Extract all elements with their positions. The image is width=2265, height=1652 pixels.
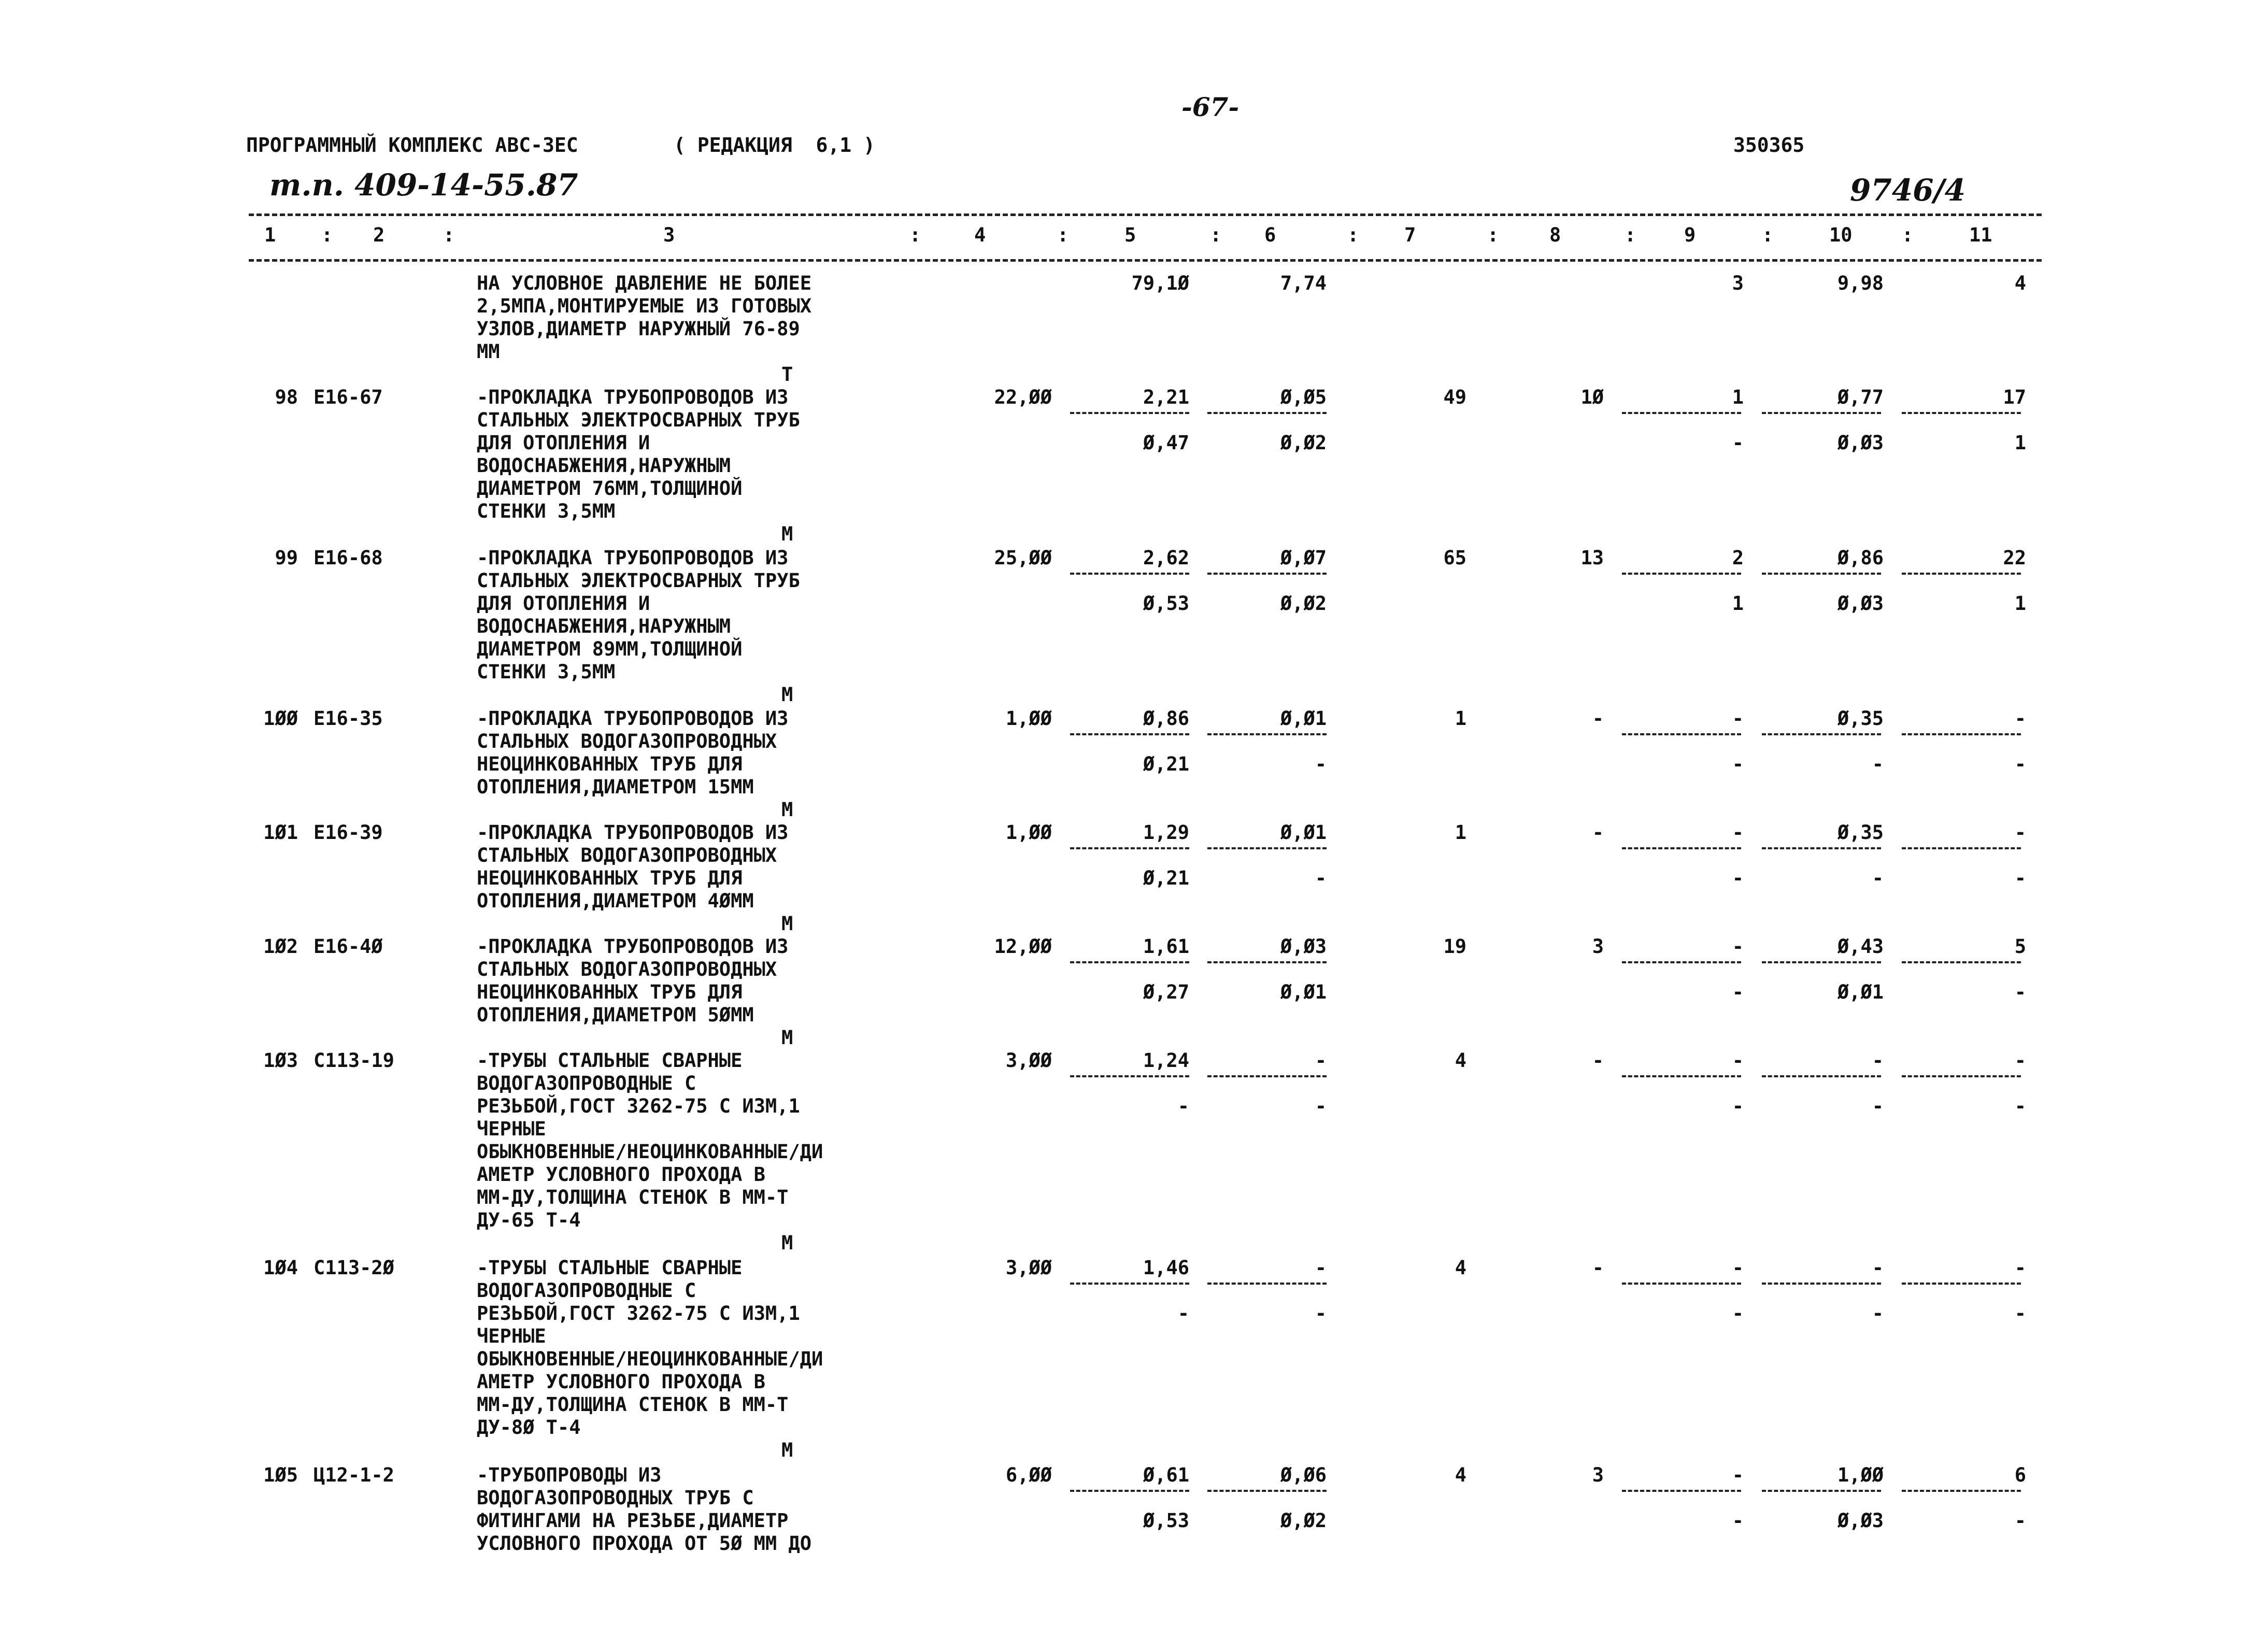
cell-col-11-lower: -	[2014, 867, 2026, 889]
cell-col-9: -	[1732, 935, 1744, 958]
fraction-divider	[1762, 733, 1881, 735]
work-description-line: -ПРОКЛАДКА ТРУБОПРОВОДОВ ИЗ	[477, 547, 789, 569]
row-number: 98	[275, 386, 298, 408]
fraction-divider	[1762, 1283, 1881, 1285]
cell-col-9: 3	[1732, 272, 1744, 294]
cell-col-9: 2	[1732, 547, 1744, 569]
cell-col-6: Ø,Ø3	[1280, 935, 1327, 958]
column-separator: :	[909, 224, 921, 246]
document-code: 350365	[1733, 134, 1805, 156]
cell-col-11-lower: 1	[2014, 432, 2026, 454]
rate-code: Ц12-1-2	[314, 1464, 394, 1486]
sheet-number-handwritten: 9746/4	[1850, 173, 1965, 208]
work-description-line: АМЕТР УСЛОВНОГО ПРОХОДА В	[477, 1163, 765, 1186]
cell-col-9-lower: -	[1732, 1509, 1744, 1532]
work-description-line: АМЕТР УСЛОВНОГО ПРОХОДА В	[477, 1371, 765, 1393]
work-description-line: СТАЛЬНЫХ ЭЛЕКТРОСВАРНЫХ ТРУБ	[477, 409, 800, 431]
unit-of-measure: М	[781, 683, 793, 706]
row-number: 1ØØ	[263, 707, 298, 730]
cell-col-5-lower: Ø,27	[1143, 981, 1189, 1003]
cell-col-6-lower: -	[1315, 1095, 1327, 1117]
fraction-divider	[1207, 847, 1327, 849]
cell-col-7: 4	[1455, 1464, 1466, 1486]
fraction-divider	[1070, 1075, 1189, 1077]
work-description-line: ОТОПЛЕНИЯ,ДИАМЕТРОМ 5ØММ	[477, 1004, 754, 1026]
fraction-divider	[1622, 1283, 1741, 1285]
cell-col-7: 4	[1455, 1049, 1466, 1072]
cell-col-11-lower: -	[2014, 753, 2026, 775]
row-number: 1Ø1	[263, 821, 298, 844]
work-description-line: -ПРОКЛАДКА ТРУБОПРОВОДОВ ИЗ	[477, 386, 789, 408]
work-description-line: ЧЕРНЫЕ	[477, 1118, 546, 1140]
work-description-line: ДИАМЕТРОМ 89ММ,ТОЛЩИНОЙ	[477, 638, 743, 660]
rate-code: Е16-68	[314, 547, 383, 569]
rate-code: Е16-35	[314, 707, 383, 730]
column-header-1: 1	[264, 224, 276, 246]
cell-col-9: -	[1732, 821, 1744, 844]
cell-col-9-lower: -	[1732, 1302, 1744, 1325]
column-separator: :	[1487, 224, 1499, 246]
fraction-divider	[1622, 1490, 1741, 1492]
cell-col-8: -	[1592, 821, 1604, 844]
fraction-divider	[1622, 1075, 1741, 1077]
work-description-line: ДЛЯ ОТОПЛЕНИЯ И	[477, 432, 650, 454]
cell-col-8: -	[1592, 1257, 1604, 1279]
unit-of-measure: М	[781, 913, 793, 935]
cell-col-10-lower: Ø,Ø1	[1837, 981, 1884, 1003]
fraction-divider	[1762, 961, 1881, 963]
column-header-5: 5	[1124, 224, 1136, 246]
rate-code: С113-19	[314, 1049, 394, 1072]
cell-col-11: 17	[2003, 386, 2026, 408]
cell-col-5: 1,29	[1143, 821, 1189, 844]
work-description-line: ВОДОСНАБЖЕНИЯ,НАРУЖНЫМ	[477, 615, 731, 637]
cell-col-11: 4	[2014, 272, 2026, 294]
cell-col-5: 1,61	[1143, 935, 1189, 958]
work-description-line: СТАЛЬНЫХ ВОДОГАЗОПРОВОДНЫХ	[477, 958, 777, 980]
work-description-line: ОБЫКНОВЕННЫЕ/НЕОЦИНКОВАННЫЕ/ДИ	[477, 1141, 823, 1163]
work-description-line: НЕОЦИНКОВАННЫХ ТРУБ ДЛЯ	[477, 753, 743, 775]
work-description-line: ММ-ДУ,ТОЛЩИНА СТЕНОК В ММ-Т	[477, 1393, 789, 1416]
fraction-divider	[1207, 1075, 1327, 1077]
column-separator: :	[443, 224, 455, 246]
cell-col-7: 1	[1455, 821, 1466, 844]
unit-of-measure: М	[781, 1027, 793, 1049]
project-number-handwritten: т.п. 409-14-55.87	[269, 167, 578, 203]
work-description-line: -ПРОКЛАДКА ТРУБОПРОВОДОВ ИЗ	[477, 821, 789, 844]
fraction-divider	[1902, 1490, 2021, 1492]
work-description-line: СТАЛЬНЫХ ВОДОГАЗОПРОВОДНЫХ	[477, 730, 777, 752]
cell-col-6-lower: -	[1315, 1302, 1327, 1325]
column-separator: :	[1625, 224, 1636, 246]
fraction-divider	[1207, 573, 1327, 575]
fraction-divider	[1902, 1283, 2021, 1285]
cell-col-5-lower: Ø,21	[1143, 753, 1189, 775]
cell-col-9-lower: -	[1732, 867, 1744, 889]
cell-col-10-lower: Ø,Ø3	[1837, 1509, 1884, 1532]
fraction-divider	[1902, 573, 2021, 575]
unit-of-measure: М	[781, 799, 793, 821]
fraction-divider	[1762, 573, 1881, 575]
column-separator: :	[1347, 224, 1359, 246]
cell-col-5-lower: Ø,53	[1143, 1509, 1189, 1532]
fraction-divider	[1902, 847, 2021, 849]
cell-col-11: -	[2014, 821, 2026, 844]
cell-col-7: 65	[1443, 547, 1466, 569]
cell-col-10-lower: -	[1872, 1302, 1884, 1325]
cell-col-6: Ø,Ø1	[1280, 821, 1327, 844]
cell-col-11: -	[2014, 707, 2026, 730]
cell-col-5-lower: -	[1177, 1095, 1189, 1117]
cell-col-6: Ø,Ø1	[1280, 707, 1327, 730]
work-description-line: ОТОПЛЕНИЯ,ДИАМЕТРОМ 4ØММ	[477, 890, 754, 912]
cell-col-6: Ø,Ø6	[1280, 1464, 1327, 1486]
cell-col-10-lower: -	[1872, 753, 1884, 775]
cell-col-8: 3	[1592, 935, 1604, 958]
page-number: -67-	[1181, 92, 1240, 122]
row-number: 1Ø4	[263, 1257, 298, 1279]
cell-col-5: 2,21	[1143, 386, 1189, 408]
cell-col-10: -	[1872, 1049, 1884, 1072]
cell-col-4: 3,ØØ	[1005, 1049, 1052, 1072]
cell-col-10: 9,98	[1837, 272, 1884, 294]
cell-col-5: Ø,61	[1143, 1464, 1189, 1486]
cell-col-4: 3,ØØ	[1005, 1257, 1052, 1279]
cell-col-4: 25,ØØ	[994, 547, 1052, 569]
cell-col-8: -	[1592, 1049, 1604, 1072]
work-description-line: ММ	[477, 340, 500, 363]
cell-col-11: 22	[2003, 547, 2026, 569]
column-header-11: 11	[1969, 224, 1992, 246]
rate-code: Е16-39	[314, 821, 383, 844]
fraction-divider	[1070, 412, 1189, 414]
work-description-line: ВОДОГАЗОПРОВОДНЫЕ С	[477, 1072, 696, 1094]
row-number: 1Ø2	[263, 935, 298, 958]
cell-col-6-lower: Ø,Ø2	[1280, 592, 1327, 615]
edition-label: ( РЕДАКЦИЯ 6,1 )	[674, 134, 875, 156]
cell-col-6-lower: -	[1315, 753, 1327, 775]
cell-col-7: 19	[1443, 935, 1466, 958]
cell-col-7: 1	[1455, 707, 1466, 730]
work-description-line: НА УСЛОВНОЕ ДАВЛЕНИЕ НЕ БОЛЕЕ	[477, 272, 812, 294]
cell-col-9: -	[1732, 1257, 1744, 1279]
fraction-divider	[1070, 1283, 1189, 1285]
column-header-6: 6	[1264, 224, 1276, 246]
fraction-divider	[1762, 1490, 1881, 1492]
row-number: 1Ø5	[263, 1464, 298, 1486]
row-number: 1Ø3	[263, 1049, 298, 1072]
work-description-line: РЕЗЬБОЙ,ГОСТ 3262-75 С ИЗМ,1	[477, 1302, 800, 1325]
fraction-divider	[1070, 1490, 1189, 1492]
cell-col-9: -	[1732, 707, 1744, 730]
cell-col-5-lower: -	[1177, 1302, 1189, 1325]
table-header-rule	[249, 259, 2042, 262]
cell-col-6-lower: Ø,Ø2	[1280, 432, 1327, 454]
cell-col-10: Ø,43	[1837, 935, 1884, 958]
cell-col-11: -	[2014, 1049, 2026, 1072]
fraction-divider	[1207, 961, 1327, 963]
fraction-divider	[1622, 412, 1741, 414]
program-title: ПРОГРАММНЫЙ КОМПЛЕКС АВС-3ЕС	[246, 134, 578, 156]
cell-col-11-lower: 1	[2014, 592, 2026, 615]
work-description-line: -ПРОКЛАДКА ТРУБОПРОВОДОВ ИЗ	[477, 707, 789, 730]
cell-col-4: 1,ØØ	[1005, 707, 1052, 730]
fraction-divider	[1070, 733, 1189, 735]
cell-col-6: -	[1315, 1049, 1327, 1072]
cell-col-6-lower: Ø,Ø1	[1280, 981, 1327, 1003]
fraction-divider	[1762, 1075, 1881, 1077]
column-separator: :	[1210, 224, 1222, 246]
cell-col-10-lower: -	[1872, 1095, 1884, 1117]
work-description-line: ДУ-8Ø Т-4	[477, 1416, 581, 1439]
unit-of-measure: М	[781, 1232, 793, 1254]
cell-col-9-lower: -	[1732, 432, 1744, 454]
fraction-divider	[1207, 412, 1327, 414]
work-description-line: ММ-ДУ,ТОЛЩИНА СТЕНОК В ММ-Т	[477, 1186, 789, 1208]
cell-col-11-lower: -	[2014, 1302, 2026, 1325]
cell-col-10: Ø,35	[1837, 821, 1884, 844]
fraction-divider	[1070, 961, 1189, 963]
work-description-line: СТАЛЬНЫХ ЭЛЕКТРОСВАРНЫХ ТРУБ	[477, 569, 800, 592]
cell-col-10: 1,ØØ	[1837, 1464, 1884, 1486]
cell-col-9-lower: -	[1732, 981, 1744, 1003]
fraction-divider	[1902, 961, 2021, 963]
unit-of-measure: Т	[781, 363, 793, 386]
cell-col-4: 1,ØØ	[1005, 821, 1052, 844]
fraction-divider	[1902, 1075, 2021, 1077]
column-header-2: 2	[373, 224, 385, 246]
column-header-4: 4	[974, 224, 986, 246]
cell-col-10: -	[1872, 1257, 1884, 1279]
work-description-line: -ТРУБЫ СТАЛЬНЫЕ СВАРНЫЕ	[477, 1049, 743, 1072]
fraction-divider	[1762, 847, 1881, 849]
work-description-line: СТЕНКИ 3,5ММ	[477, 661, 616, 683]
work-description-line: ВОДОГАЗОПРОВОДНЫХ ТРУБ С	[477, 1487, 754, 1509]
cell-col-4: 12,ØØ	[994, 935, 1052, 958]
cell-col-4: 22,ØØ	[994, 386, 1052, 408]
fraction-divider	[1902, 733, 2021, 735]
cell-col-8: 13	[1580, 547, 1604, 569]
cell-col-5: 1,46	[1143, 1257, 1189, 1279]
cell-col-5-lower: Ø,47	[1143, 432, 1189, 454]
cell-col-11: 5	[2014, 935, 2026, 958]
cell-col-9-lower: -	[1732, 1095, 1744, 1117]
cell-col-10: Ø,77	[1837, 386, 1884, 408]
fraction-divider	[1070, 573, 1189, 575]
row-number: 99	[275, 547, 298, 569]
column-separator: :	[1902, 224, 1914, 246]
column-header-7: 7	[1404, 224, 1416, 246]
work-description-line: 2,5МПА,МОНТИРУЕМЫЕ ИЗ ГОТОВЫХ	[477, 295, 812, 317]
work-description-line: ДУ-65 Т-4	[477, 1209, 581, 1231]
work-description-line: НЕОЦИНКОВАННЫХ ТРУБ ДЛЯ	[477, 867, 743, 889]
cell-col-6: 7,74	[1280, 272, 1327, 294]
work-description-line: ЧЕРНЫЕ	[477, 1325, 546, 1347]
unit-of-measure: М	[781, 523, 793, 545]
work-description-line: УЗЛОВ,ДИАМЕТР НАРУЖНЫЙ 76-89	[477, 318, 800, 340]
cell-col-11-lower: -	[2014, 981, 2026, 1003]
work-description-line: УСЛОВНОГО ПРОХОДА ОТ 5Ø ММ ДО	[477, 1532, 812, 1555]
fraction-divider	[1207, 733, 1327, 735]
work-description-line: НЕОЦИНКОВАННЫХ ТРУБ ДЛЯ	[477, 981, 743, 1003]
fraction-divider	[1622, 961, 1741, 963]
fraction-divider	[1622, 847, 1741, 849]
cell-col-10: Ø,35	[1837, 707, 1884, 730]
work-description-line: -ТРУБЫ СТАЛЬНЫЕ СВАРНЫЕ	[477, 1257, 743, 1279]
cell-col-5: 2,62	[1143, 547, 1189, 569]
cell-col-8: -	[1592, 707, 1604, 730]
column-header-row	[0, 224, 2265, 247]
rate-code: Е16-67	[314, 386, 383, 408]
column-header-10: 10	[1829, 224, 1853, 246]
rate-code: Е16-4Ø	[314, 935, 383, 958]
cell-col-6: Ø,Ø7	[1280, 547, 1327, 569]
fraction-divider	[1207, 1490, 1327, 1492]
column-separator: :	[1057, 224, 1069, 246]
cell-col-6: -	[1315, 1257, 1327, 1279]
cell-col-10-lower: -	[1872, 867, 1884, 889]
work-description-line: ВОДОСНАБЖЕНИЯ,НАРУЖНЫМ	[477, 454, 731, 477]
cell-col-5: Ø,86	[1143, 707, 1189, 730]
work-description-line: -ПРОКЛАДКА ТРУБОПРОВОДОВ ИЗ	[477, 935, 789, 958]
cell-col-6-lower: Ø,Ø2	[1280, 1509, 1327, 1532]
cell-col-9: 1	[1732, 386, 1744, 408]
cell-col-4: 6,ØØ	[1005, 1464, 1052, 1486]
cell-col-8: 3	[1592, 1464, 1604, 1486]
cell-col-6: Ø,Ø5	[1280, 386, 1327, 408]
column-header-8: 8	[1549, 224, 1561, 246]
fraction-divider	[1207, 1283, 1327, 1285]
table-top-rule	[249, 213, 2042, 216]
fraction-divider	[1070, 847, 1189, 849]
cell-col-10-lower: Ø,Ø3	[1837, 432, 1884, 454]
cell-col-5-lower: Ø,21	[1143, 867, 1189, 889]
cell-col-5-lower: Ø,53	[1143, 592, 1189, 615]
work-description-line: ОТОПЛЕНИЯ,ДИАМЕТРОМ 15ММ	[477, 776, 754, 798]
work-description-line: СТЕНКИ 3,5ММ	[477, 500, 616, 522]
column-separator: :	[321, 224, 333, 246]
cell-col-9-lower: -	[1732, 753, 1744, 775]
cell-col-10-lower: Ø,Ø3	[1837, 592, 1884, 615]
cell-col-9: -	[1732, 1464, 1744, 1486]
work-description-line: СТАЛЬНЫХ ВОДОГАЗОПРОВОДНЫХ	[477, 844, 777, 866]
work-description-line: -ТРУБОПРОВОДЫ ИЗ	[477, 1464, 662, 1486]
work-description-line: ФИТИНГАМИ НА РЕЗЬБЕ,ДИАМЕТР	[477, 1509, 789, 1532]
cell-col-11: -	[2014, 1257, 2026, 1279]
rate-code: С113-2Ø	[314, 1257, 394, 1279]
column-separator: :	[1762, 224, 1774, 246]
cell-col-11-lower: -	[2014, 1509, 2026, 1532]
work-description-line: ДЛЯ ОТОПЛЕНИЯ И	[477, 592, 650, 615]
cell-col-7: 4	[1455, 1257, 1466, 1279]
fraction-divider	[1762, 412, 1881, 414]
cell-col-8: 1Ø	[1580, 386, 1604, 408]
fraction-divider	[1622, 733, 1741, 735]
cell-col-5: 79,1Ø	[1131, 272, 1189, 294]
cell-col-9-lower: 1	[1732, 592, 1744, 615]
fraction-divider	[1902, 412, 2021, 414]
work-description-line: ДИАМЕТРОМ 76ММ,ТОЛЩИНОЙ	[477, 477, 743, 500]
cell-col-11: 6	[2014, 1464, 2026, 1486]
work-description-line: ОБЫКНОВЕННЫЕ/НЕОЦИНКОВАННЫЕ/ДИ	[477, 1348, 823, 1370]
unit-of-measure: М	[781, 1439, 793, 1461]
cell-col-5: 1,24	[1143, 1049, 1189, 1072]
cell-col-6-lower: -	[1315, 867, 1327, 889]
cell-col-10: Ø,86	[1837, 547, 1884, 569]
work-description-line: РЕЗЬБОЙ,ГОСТ 3262-75 С ИЗМ,1	[477, 1095, 800, 1117]
work-description-line: ВОДОГАЗОПРОВОДНЫЕ С	[477, 1279, 696, 1302]
cell-col-11-lower: -	[2014, 1095, 2026, 1117]
fraction-divider	[1622, 573, 1741, 575]
column-header-3: 3	[663, 224, 675, 246]
cell-col-7: 49	[1443, 386, 1466, 408]
column-header-9: 9	[1684, 224, 1696, 246]
cell-col-9: -	[1732, 1049, 1744, 1072]
